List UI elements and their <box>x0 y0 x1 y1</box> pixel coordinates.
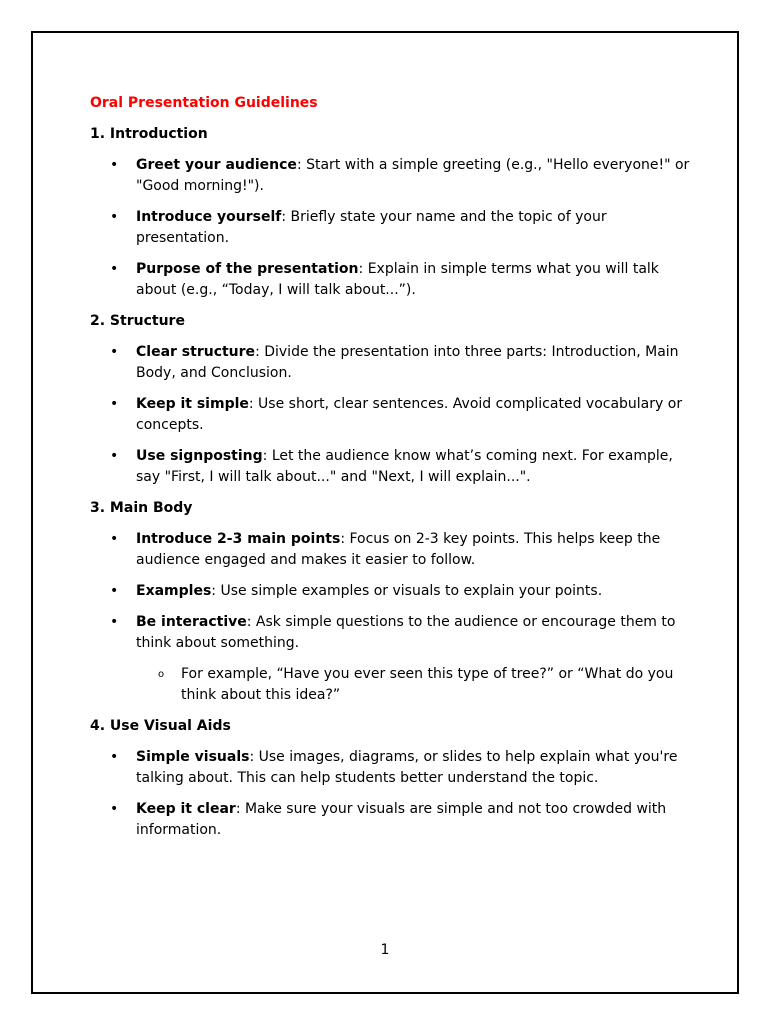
section-heading-visual-aids: 4. Use Visual Aids <box>90 718 231 734</box>
page-number: 1 <box>380 942 390 958</box>
list-item <box>90 394 690 436</box>
list-item <box>90 342 690 384</box>
item-term: Clear structure <box>136 344 256 360</box>
list-item <box>90 799 690 841</box>
item-text: : Use simple examples or visuals to explain your points. <box>211 583 603 599</box>
item-term: Use signposting <box>136 448 263 464</box>
item-text: : Briefly state your name and the topic of your presentation. <box>136 209 607 246</box>
item-term: Keep it clear <box>136 801 236 817</box>
list-item <box>90 446 690 488</box>
item-text: : Let the audience know what’s coming next. For example, say "First, I will talk about..." and "Next, I will explain...". <box>136 448 673 485</box>
item-term: Simple visuals <box>136 749 250 765</box>
introduction-list <box>90 155 690 301</box>
main-body-list <box>90 529 690 706</box>
structure-list <box>90 342 690 488</box>
item-text: : Divide the presentation into three parts: Introduction, Main Body, and Conclusion. <box>136 344 679 381</box>
item-term: Introduce yourself <box>136 209 282 225</box>
sub-item-text: For example, “Have you ever seen this type of tree?” or “What do you think about this idea?” <box>181 666 674 703</box>
item-term: Greet your audience <box>136 157 297 173</box>
section-heading-introduction: 1. Introduction <box>90 126 208 142</box>
item-text: : Focus on 2-3 key points. This helps keep the audience engaged and makes it easier to follow. <box>136 531 661 568</box>
list-item <box>90 207 690 249</box>
bullet-icon: • <box>110 614 119 630</box>
item-text: : Start with a simple greeting (e.g., "Hello everyone!" or "Good morning!"). <box>136 157 690 194</box>
item-text: : Explain in simple terms what you will talk about (e.g., “Today, I will talk about...”). <box>136 261 659 298</box>
section-heading-structure: 2. Structure <box>90 313 185 329</box>
bullet-icon: • <box>110 396 119 412</box>
bullet-icon: • <box>110 801 119 817</box>
item-term: Examples <box>136 583 212 599</box>
item-term: Introduce 2-3 main points <box>136 531 341 547</box>
list-item <box>90 529 690 571</box>
bullet-icon: • <box>110 531 119 547</box>
item-term: Keep it simple <box>136 396 249 412</box>
bullet-icon: • <box>110 157 119 173</box>
bullet-icon: • <box>110 448 119 464</box>
item-text: : Ask simple questions to the audience or encourage them to think about something. <box>136 614 676 651</box>
list-item <box>90 747 690 789</box>
document-body <box>90 93 690 851</box>
document-page <box>31 31 739 994</box>
sub-list-item <box>90 664 690 706</box>
bullet-icon: • <box>110 749 119 765</box>
sub-bullet-icon: o <box>158 669 165 680</box>
bullet-icon: • <box>110 583 119 599</box>
item-term: Purpose of the presentation <box>136 261 359 277</box>
item-term: Be interactive <box>136 614 247 630</box>
list-item <box>90 155 690 197</box>
list-item <box>90 259 690 301</box>
list-item <box>90 612 690 654</box>
item-text: : Make sure your visuals are simple and not too crowded with information. <box>136 801 667 838</box>
bullet-icon: • <box>110 344 119 360</box>
document-title: Oral Presentation Guidelines <box>90 95 318 111</box>
section-heading-main-body: 3. Main Body <box>90 500 193 516</box>
bullet-icon: • <box>110 261 119 277</box>
list-item <box>90 581 690 602</box>
visual-aids-list <box>90 747 690 841</box>
item-text: : Use images, diagrams, or slides to help explain what you're talking about. This can help students better understand the topic. <box>136 749 678 786</box>
bullet-icon: • <box>110 209 119 225</box>
item-text: : Use short, clear sentences. Avoid complicated vocabulary or concepts. <box>136 396 683 433</box>
